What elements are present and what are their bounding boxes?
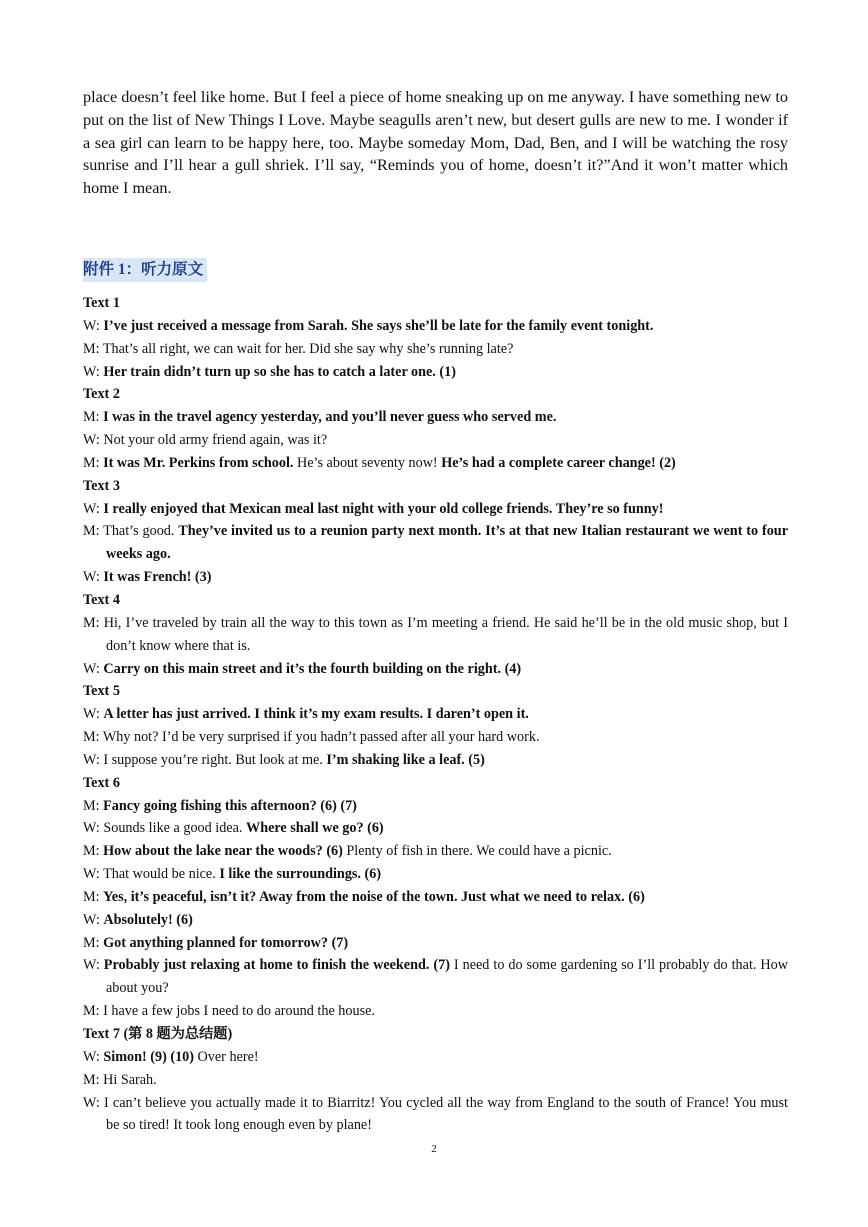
transcript-title: Text 6	[83, 774, 120, 791]
dialogue-line	[83, 703, 788, 726]
dialogue-line	[83, 612, 788, 658]
dialogue-text: M: That’s all right, we can wait for her. Did she say why she’s running late?	[83, 340, 514, 357]
dialogue-text: W:	[83, 957, 104, 974]
dialogue-text: W:	[83, 363, 104, 380]
dialogue-text: W:	[83, 660, 104, 677]
dialogue-line	[83, 1000, 788, 1023]
dialogue-text: M: Hi, I’ve traveled by train all the way to this town as I’m meeting a friend. He said he’ll be in the old music shop, but I don’t know where that is.	[83, 614, 788, 654]
dialogue-text: W: I suppose you’re right. But look at me.	[83, 751, 327, 768]
dialogue-line	[83, 1046, 788, 1069]
key-sentence: Fancy going fishing this afternoon? (6) (7)	[103, 797, 357, 814]
dialogue-line	[83, 840, 788, 863]
dialogue-text: W: That would be nice.	[83, 866, 220, 883]
key-sentence: It was Mr. Perkins from school.	[103, 454, 294, 471]
key-sentence: I’m shaking like a leaf. (5)	[326, 751, 485, 768]
dialogue-text: M:	[83, 934, 104, 951]
intro-paragraph: place doesn’t feel like home. But I feel a piece of home sneaking up on me anyway. I have something new to put on the list of New Things I Love. Maybe seagulls aren’t new, but desert gulls are new to me. I wonder if a sea girl can learn to be happy here, too. Maybe someday Mom, Dad, Ben, and I will be watching the rosy sunrise and I’ll hear a gull shriek. I’ll say, “Reminds you of home, doesn’t it?”And it won’t matter which home I mean.	[83, 88, 788, 198]
dialogue-line	[83, 954, 788, 1000]
dialogue-text: W:	[83, 1048, 104, 1065]
key-sentence: Got anything planned for tomorrow? (7)	[103, 934, 349, 951]
dialogue-text: W:	[83, 911, 104, 928]
dialogue-line	[83, 909, 788, 932]
dialogue-text: W:	[83, 706, 104, 723]
dialogue-text: W:	[83, 500, 104, 517]
dialogue-text: W: Not your old army friend again, was it?	[83, 432, 328, 449]
dialogue-line	[83, 452, 788, 475]
dialogue-text: W: I can’t believe you actually made it to Biarritz! You cycled all the way from England to the south of France! You must be so tired! It took long enough even by plane!	[83, 1094, 788, 1134]
key-sentence: Her train didn’t turn up so she has to catch a later one. (1)	[103, 363, 456, 380]
dialogue-text: Over here!	[194, 1048, 259, 1065]
transcript-title: Text 3	[83, 477, 120, 494]
key-sentence: I’ve just received a message from Sarah. She says she’ll be late for the family event tonight.	[103, 317, 654, 334]
dialogue-text: M: Why not? I’d be very surprised if you hadn’t passed after all your hard work.	[83, 729, 540, 746]
key-sentence: He’s had a complete career change! (2)	[441, 454, 676, 471]
dialogue-text: M:	[83, 409, 104, 426]
transcript-title: Text 2	[83, 386, 120, 403]
dialogue-line	[83, 429, 788, 452]
dialogue-text: M: That’s good.	[83, 523, 179, 540]
key-sentence: I like the surroundings. (6)	[219, 866, 382, 883]
key-sentence: Where shall we go? (6)	[246, 820, 384, 837]
dialogue-line	[83, 795, 788, 818]
transcript-title: Text 7 (第 8 题为总结题)	[83, 1026, 233, 1042]
dialogue-line	[83, 338, 788, 361]
appendix-heading: 附件 1：听力原文	[83, 258, 207, 282]
dialogue-text: W:	[83, 569, 104, 586]
dialogue-line	[83, 361, 788, 384]
dialogue-line	[83, 406, 788, 429]
transcript-title: Text 5	[83, 683, 120, 700]
key-sentence: A letter has just arrived. I think it’s my exam results. I daren’t open it.	[103, 706, 529, 723]
key-sentence: How about the lake near the woods? (6)	[103, 843, 343, 860]
dialogue-line	[83, 658, 788, 681]
dialogue-line	[83, 498, 788, 521]
dialogue-line	[83, 1092, 788, 1138]
dialogue-line	[83, 1069, 788, 1092]
transcript-title: Text 1	[83, 295, 120, 311]
key-sentence: I was in the travel agency yesterday, and you’ll never guess who served me.	[103, 409, 557, 426]
dialogue-text: M:	[83, 797, 104, 814]
dialogue-line	[83, 817, 788, 840]
dialogue-line	[83, 863, 788, 886]
dialogue-line	[83, 520, 788, 566]
key-sentence: I really enjoyed that Mexican meal last night with your old college friends. They’re so funny!	[103, 500, 664, 517]
dialogue-text: I need to do some gardening so I’ll probably do that. How about you?	[106, 957, 788, 997]
dialogue-text: M:	[83, 888, 104, 905]
dialogue-line	[83, 932, 788, 955]
dialogue-text: M:	[83, 843, 104, 860]
dialogue-text: M:	[83, 454, 104, 471]
transcript-title: Text 4	[83, 591, 120, 608]
key-sentence: It was French! (3)	[103, 569, 212, 586]
dialogue-text: M: Hi Sarah.	[83, 1071, 157, 1088]
dialogue-text: Plenty of fish in there. We could have a picnic.	[342, 843, 612, 860]
dialogue-line	[83, 886, 788, 909]
dialogue-text: M: I have a few jobs I need to do around the house.	[83, 1003, 375, 1020]
key-sentence: Absolutely! (6)	[103, 911, 193, 928]
dialogue-text: W: Sounds like a good idea.	[83, 820, 246, 837]
dialogue-text: He’s about seventy now!	[293, 454, 442, 471]
page-number: 2	[431, 1143, 437, 1155]
dialogue-line	[83, 315, 788, 338]
key-sentence: They’ve invited us to a reunion party next month. It’s at that new Italian restaurant we went to four weeks ago.	[106, 523, 788, 563]
dialogue-line	[83, 566, 788, 589]
listening-transcript	[83, 292, 788, 1137]
key-sentence: Probably just relaxing at home to finish the weekend. (7)	[103, 957, 450, 974]
dialogue-line	[83, 749, 788, 772]
dialogue-text: W:	[83, 317, 104, 334]
key-sentence: Yes, it’s peaceful, isn’t it? Away from the noise of the town. Just what we need to relax. (6)	[103, 888, 645, 905]
dialogue-line	[83, 726, 788, 749]
key-sentence: Carry on this main street and it’s the fourth building on the right. (4)	[103, 660, 522, 677]
key-sentence: Simon! (9) (10)	[103, 1048, 194, 1065]
